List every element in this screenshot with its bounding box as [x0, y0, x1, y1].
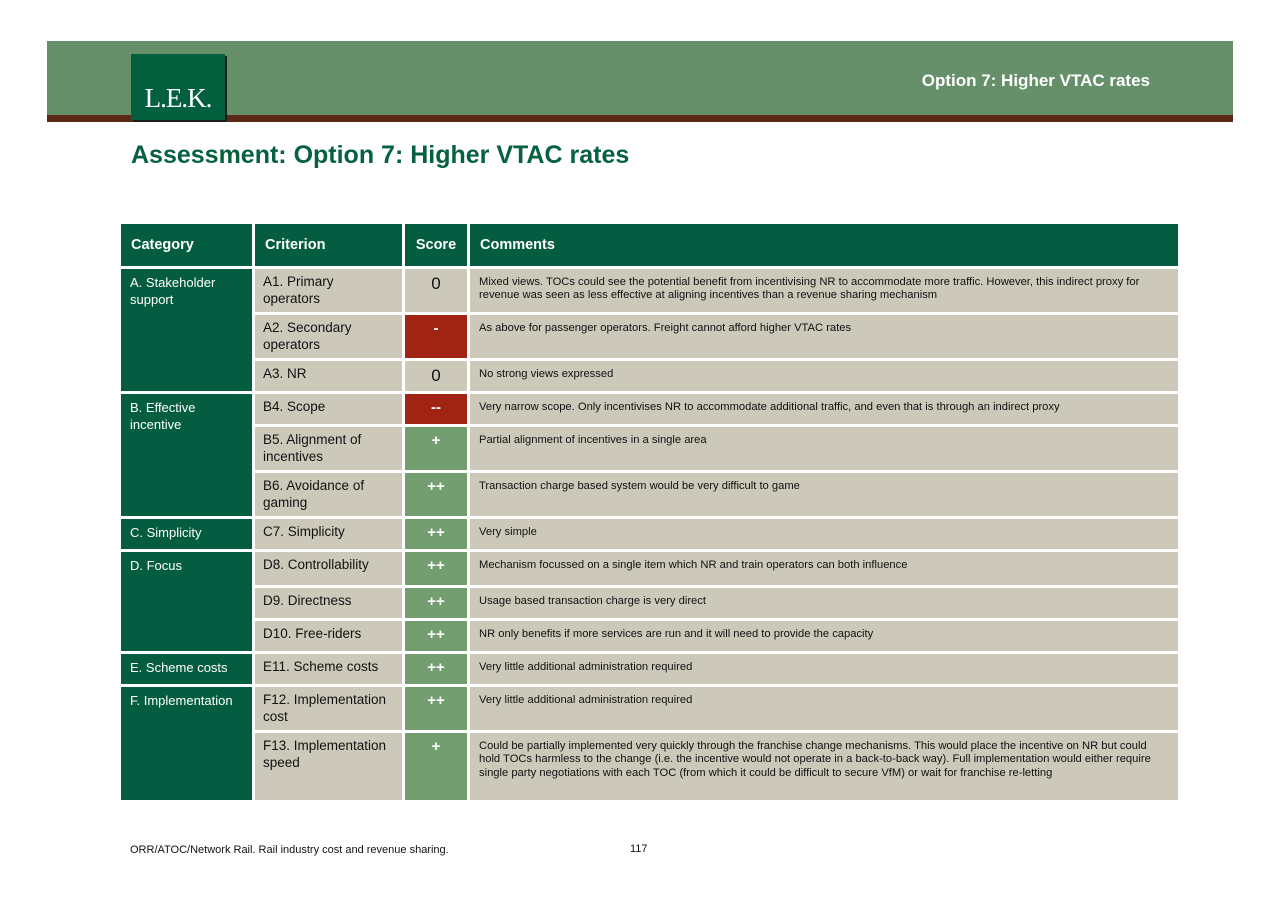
comment-cell: Very little additional administration required [470, 654, 1178, 684]
table-row [121, 361, 1178, 391]
header-criterion: Criterion [255, 224, 402, 266]
table-row [121, 394, 1178, 424]
category-cell: B. Effective incentive [121, 394, 252, 516]
criterion-cell: D9. Directness [255, 588, 402, 618]
category-cell: E. Scheme costs [121, 654, 252, 684]
score-cell: -- [405, 394, 467, 424]
score-cell: ++ [405, 552, 467, 585]
criterion-cell: B4. Scope [255, 394, 402, 424]
table-header-row [121, 224, 1178, 266]
table-row [121, 588, 1178, 618]
table-row [121, 473, 1178, 516]
score-cell: ++ [405, 621, 467, 651]
score-cell: 0 [405, 269, 467, 312]
score-cell: ++ [405, 519, 467, 549]
score-cell: + [405, 733, 467, 800]
comment-cell: Mixed views. TOCs could see the potential benefit from incentivising NR to accommodate more traffic. However, this indirect proxy for revenue was seen as less effective at aligning incentives than a revenue sharing mechanism [470, 269, 1178, 312]
table-row [121, 315, 1178, 358]
criterion-cell: F13. Implementation speed [255, 733, 402, 800]
header-category: Category [121, 224, 252, 266]
table-row [121, 269, 1178, 312]
score-cell: ++ [405, 588, 467, 618]
criterion-cell: A2. Secondary operators [255, 315, 402, 358]
criterion-cell: D10. Free-riders [255, 621, 402, 651]
comment-cell: Very narrow scope. Only incentivises NR to accommodate additional traffic, and even that is through an indirect proxy [470, 394, 1178, 424]
criterion-cell: F12. Implementation cost [255, 687, 402, 730]
table-row [121, 427, 1178, 470]
table-row [121, 733, 1178, 800]
comment-cell: NR only benefits if more services are run and it will need to provide the capacity [470, 621, 1178, 651]
criterion-cell: B5. Alignment of incentives [255, 427, 402, 470]
page-number: 117 [630, 843, 648, 855]
table-row [121, 687, 1178, 730]
comment-cell: No strong views expressed [470, 361, 1178, 391]
score-cell: ++ [405, 473, 467, 516]
category-cell: C. Simplicity [121, 519, 252, 549]
table-row [121, 621, 1178, 651]
category-cell: D. Focus [121, 552, 252, 651]
comment-cell: Very simple [470, 519, 1178, 549]
criterion-cell: C7. Simplicity [255, 519, 402, 549]
comment-cell: Very little additional administration required [470, 687, 1178, 730]
comment-cell: Partial alignment of incentives in a single area [470, 427, 1178, 470]
header-comments: Comments [470, 224, 1178, 266]
score-cell: ++ [405, 654, 467, 684]
page-title: Assessment: Option 7: Higher VTAC rates [131, 141, 630, 169]
footer-source: ORR/ATOC/Network Rail. Rail industry cost and revenue sharing. [130, 844, 449, 856]
comment-cell: As above for passenger operators. Freight cannot afford higher VTAC rates [470, 315, 1178, 358]
score-cell: - [405, 315, 467, 358]
comment-cell: Mechanism focussed on a single item which NR and train operators can both influence [470, 552, 1178, 585]
category-cell: A. Stakeholder support [121, 269, 252, 391]
assessment-table [118, 221, 1181, 803]
comment-cell: Transaction charge based system would be very difficult to game [470, 473, 1178, 516]
criterion-cell: A1. Primary operators [255, 269, 402, 312]
criterion-cell: A3. NR [255, 361, 402, 391]
lek-logo [131, 54, 225, 120]
comment-cell: Could be partially implemented very quickly through the franchise change mechanisms. This would place the incentive on NR but could hold TOCs harmless to the change (i.e. the incentive would not operate in a back-to-back way). Full implementation would either require single party negotiations with each TOC (from which it could be difficult to secure VfM) or wait for franchise re-letting [470, 733, 1178, 800]
comment-cell: Usage based transaction charge is very direct [470, 588, 1178, 618]
score-cell: ++ [405, 687, 467, 730]
score-cell: 0 [405, 361, 467, 391]
criterion-cell: E11. Scheme costs [255, 654, 402, 684]
logo-text: L.E.K. [144, 83, 212, 113]
table-row [121, 552, 1178, 585]
table-row [121, 519, 1178, 549]
category-cell: F. Implementation [121, 687, 252, 800]
table-row [121, 654, 1178, 684]
header-score: Score [405, 224, 467, 266]
criterion-cell: D8. Controllability [255, 552, 402, 585]
criterion-cell: B6. Avoidance of gaming [255, 473, 402, 516]
banner-title: Option 7: Higher VTAC rates [921, 71, 1150, 90]
score-cell: + [405, 427, 467, 470]
